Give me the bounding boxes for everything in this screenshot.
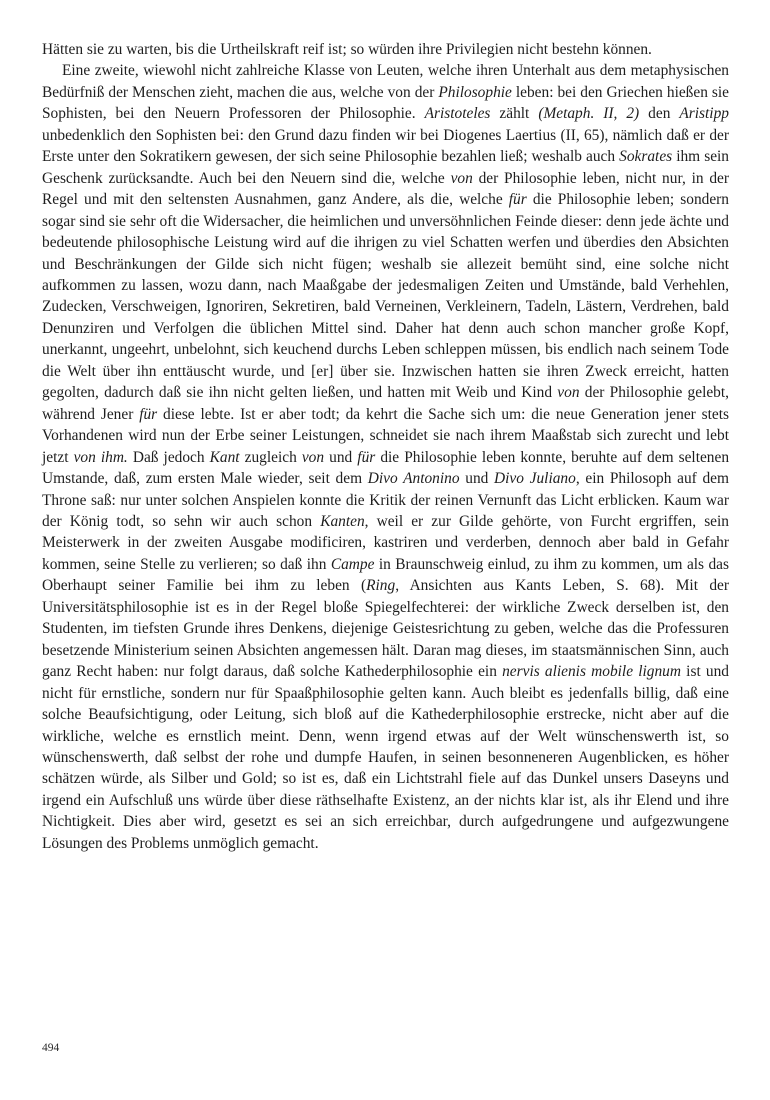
italic-text: Kant bbox=[209, 448, 240, 466]
text-run: , Ansichten aus Kants Leben, S. 68). Mit der Universitätsphilosophie ist es in der Regel bloße Spiegelfechterei: der wirkliche Zweck derselben ist, den Studenten, im tiefsten Grunde ihres Denkens, diejenige Geistesrichtung zu geben, welche das die Professuren besetzende Ministerium seinen Absichten angemessen hält. Daran mag dieses, im staatsmännischen Sinn, auch ganz Recht haben: nur folgt daraus, daß solche Kathederphilosophie ein bbox=[42, 577, 729, 681]
text-run: Hätten sie zu warten, bis die Urtheilskraft reif ist; so würden ihre Privilegien nicht bestehn können. bbox=[42, 41, 652, 58]
text-run: die Philosophie leben konnte, beruhte auf dem seltenen Umstande, daß, zum ersten Male wieder, seit dem bbox=[42, 448, 730, 488]
italic-text: Ring bbox=[366, 577, 396, 595]
italic-text: für bbox=[508, 191, 527, 209]
italic-text: Divo Antonino bbox=[367, 470, 460, 488]
italic-text: Aristoteles bbox=[424, 105, 491, 123]
text-run: , ein Philosoph auf dem Throne saß: nur unter solchen Anspielen konnte die Kritik der reinen Vernunft das Licht erblicken. Kaum war der König todt, so sehn wir auch schon bbox=[42, 470, 729, 530]
text-run: und bbox=[459, 470, 495, 488]
italic-text: von bbox=[450, 169, 473, 187]
italic-text: nervis alienis mobile lignum bbox=[502, 663, 681, 681]
italic-text: Divo Juliano bbox=[494, 470, 576, 488]
text-run: zählt bbox=[490, 105, 539, 123]
text-run: und bbox=[324, 448, 358, 466]
italic-text: (Metaph. II, 2) bbox=[538, 105, 640, 123]
page-body-text bbox=[42, 39, 729, 854]
italic-text: von bbox=[301, 448, 325, 466]
text-run: die Philosophie leben; sondern sogar sind sie sehr oft die Widersacher, die heimlichen und unversöhnlichen Feinde dieser: denn jede ächte und bedeutende philosophische Leistung wird auf die ihrigen zu viel Schatten werfen und überdies den Absichten und Beschränkungen der Gilde sich nicht fügen; weshalb sie allezeit bemüht sind, eine solche nicht aufkommen zu lassen, wozu dann, nach Maaßgabe der jedesmaligen Zeiten und Umstände, bald Verhehlen, Zudecken, Verschweigen, Ignoriren, Sekretiren, bald Verneinen, Verkleinern, Tadeln, Lästern, Verdrehen, bald Denunziren und Verfolgen die üblichen Mittel sind. Daher hat denn auch schon mancher große Kopf, unerkannt, ungeehrt, unbelohnt, sich keuchend durchs Leben schleppen müssen, bis endlich nach seinem Tode die Welt über ihn enttäuscht wurde, und [er] über sie. Inzwischen hatten sie ihren Zweck erreicht, hatten gegolten, dadurch daß sie ihn nicht gelten ließen, und hatten mit Weib und Kind bbox=[42, 191, 729, 402]
text-run: zugleich bbox=[239, 448, 302, 466]
italic-text: Philosophie bbox=[438, 83, 512, 101]
text-run: der Philosophie gelebt, während Jener bbox=[42, 384, 729, 423]
italic-text: von ihm. bbox=[73, 448, 128, 466]
text-run: ihm sein Geschenk zurücksandte. Auch bei den Neuern sind die, welche bbox=[42, 148, 730, 187]
text-run: leben: bei den Griechen hießen sie Sophisten, bei den Neuern Professoren der Philosophie. bbox=[42, 83, 729, 123]
italic-text: Kanten bbox=[320, 512, 365, 530]
page-number: 494 bbox=[42, 1042, 60, 1054]
text-run: diese lebte. Ist er aber todt; da kehrt die Sache sich um: die neue Generation jener stets Vorhandenen wird nun der Erbe seiner Leistungen, schneidet sie nach ihrem Maaßstab sich zurecht und lebt jetzt bbox=[42, 405, 730, 466]
italic-text: Aristipp bbox=[679, 105, 729, 123]
italic-text: Sokrates bbox=[619, 148, 673, 166]
italic-text: für bbox=[357, 448, 376, 466]
text-run: Eine zweite, wiewohl nicht zahlreiche Klasse von Leuten, welche ihren Unterhalt aus dem metaphysischen Bedürfniß der Menschen zieht, machen die aus, welche von der bbox=[42, 62, 729, 101]
paragraph bbox=[42, 60, 729, 854]
italic-text: Campe bbox=[330, 555, 375, 573]
paragraph bbox=[42, 39, 729, 60]
text-run: ist und nicht für ernstliche, sondern nur für Spaaßphilosophie gelten kann. Auch bleibt es jedenfalls billig, daß eine solche Beaufsichtigung, oder Leitung, sich bloß auf die Kathederphilosophie erstrecke, nicht aber auf die wirkliche, welche es ernstlich meint. Denn, wenn irgend etwas auf der Welt wünschenswerth ist, so wünschenswerth, daß selbst der rohe und dumpfe Haufen, in seinen besonneneren Augenblicken, es höher schätzen würde, als Silber und Gold; so ist es, daß ein Lichtstrahl fiele auf das Dunkel unsers Daseyns und irgend ein Aufschluß uns würde über diese räthselhafte Existenz, an der nichts klar ist, als ihr Elend und ihre Nichtigkeit. Dies aber wird, gesetzt es sei an sich erreichbar, durch aufgedrungene und aufgezwungene Lösungen des Problems unmöglich gemacht. bbox=[42, 663, 730, 852]
text-run: der Philosophie leben, nicht nur, in der Regel und mit den seltensten Ausnahmen, ganz Andere, als die, welche bbox=[42, 169, 730, 209]
italic-text: von bbox=[557, 384, 580, 402]
italic-text: für bbox=[139, 405, 158, 423]
text-run: , weil er zur Gilde gehörte, von Furcht ergriffen, sein Meisterwerk in der zweiten Ausgabe modificiren, kastriren und verderben, dennoch aber bald in Gefahr kommen, seine Stelle zu verlieren; so daß ihn bbox=[42, 512, 729, 573]
text-run: Daß jedoch bbox=[127, 448, 210, 466]
text-run: den bbox=[639, 105, 680, 123]
text-run: in Braunschweig einlud, zu ihm zu kommen, um als das Oberhaupt seiner Familie bei ihm zu leben ( bbox=[42, 555, 729, 595]
text-run: unbedenklich den Sophisten bei: den Grund dazu finden wir bei Diogenes Laertius (II, 65), nämlich daß er der Erste unter den Sokratikern gewesen, der sich seine Philosophie bezahlen ließ; weshalb auch bbox=[42, 126, 729, 166]
